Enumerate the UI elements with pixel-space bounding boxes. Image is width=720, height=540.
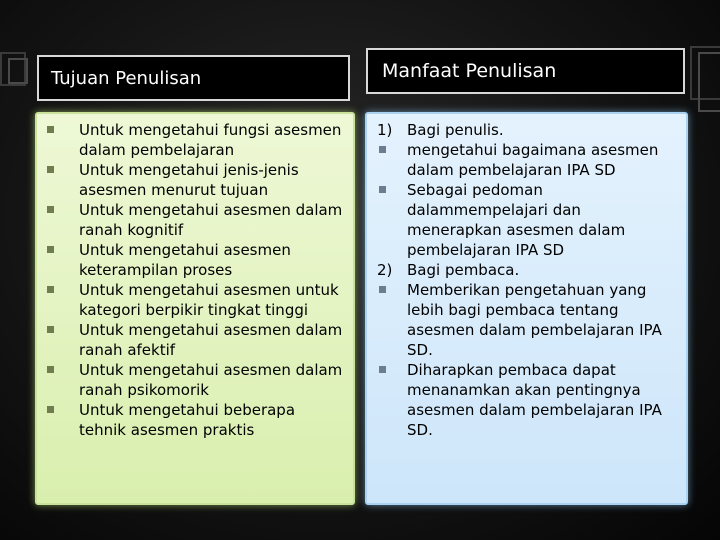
right-heading: Manfaat Penulisan — [366, 48, 685, 94]
tujuan-item-text: Untuk mengetahui jenis-jenis asesmen menurut tujuan — [79, 161, 299, 199]
section-number: 1) — [377, 121, 393, 139]
bullet-square-icon — [47, 166, 54, 173]
tujuan-item-text: Untuk mengetahui asesmen keterampilan proses — [79, 241, 291, 279]
tujuan-item — [47, 280, 345, 320]
tujuan-item-text: Untuk mengetahui asesmen dalam ranah afektif — [79, 321, 343, 359]
section-title-text: Bagi penulis. — [407, 121, 504, 139]
decorative-frame — [8, 58, 28, 84]
manfaat-item-text: Sebagai pedoman dalammempelajari dan menerapkan asesmen dalam pembelajaran IPA SD — [407, 181, 626, 259]
manfaat-section-title — [377, 120, 678, 140]
bullet-square-icon — [379, 366, 386, 373]
tujuan-item — [47, 400, 345, 440]
bullet-square-icon — [47, 206, 54, 213]
section-number: 2) — [377, 261, 393, 279]
bullet-square-icon — [47, 406, 54, 413]
manfaat-item — [377, 180, 678, 260]
manfaat-item — [377, 280, 678, 360]
manfaat-list — [377, 120, 678, 440]
manfaat-item — [377, 140, 678, 180]
bullet-square-icon — [47, 366, 54, 373]
decorative-frame — [698, 52, 720, 112]
manfaat-item-text: Diharapkan pembaca dapat menanamkan akan pentingnya asesmen dalam pembelajaran IPA SD. — [407, 361, 662, 439]
bullet-square-icon — [379, 286, 386, 293]
manfaat-item-text: Memberikan pengetahuan yang lebih bagi pembaca tentang asesmen dalam pembelajaran IPA SD. — [407, 281, 662, 359]
tujuan-item-text: Untuk mengetahui asesmen untuk kategori berpikir tingkat tinggi — [79, 281, 339, 319]
tujuan-item-text: Untuk mengetahui fungsi asesmen dalam pembelajaran — [79, 121, 342, 159]
tujuan-panel — [35, 112, 355, 505]
tujuan-item — [47, 160, 345, 200]
bullet-square-icon — [47, 286, 54, 293]
bullet-square-icon — [379, 186, 386, 193]
manfaat-item — [377, 360, 678, 440]
tujuan-item-text: Untuk mengetahui asesmen dalam ranah kognitif — [79, 201, 343, 239]
tujuan-item-text: Untuk mengetahui beberapa tehnik asesmen praktis — [79, 401, 296, 439]
bullet-square-icon — [47, 326, 54, 333]
tujuan-item — [47, 360, 345, 400]
tujuan-item — [47, 320, 345, 360]
tujuan-item — [47, 240, 345, 280]
manfaat-section-title — [377, 260, 678, 280]
tujuan-item-text: Untuk mengetahui asesmen dalam ranah psikomorik — [79, 361, 343, 399]
tujuan-item — [47, 120, 345, 160]
bullet-square-icon — [379, 146, 386, 153]
left-heading: Tujuan Penulisan — [37, 55, 350, 101]
manfaat-item-text: mengetahui bagaimana asesmen dalam pembelajaran IPA SD — [407, 141, 659, 179]
tujuan-list — [47, 120, 345, 440]
section-title-text: Bagi pembaca. — [407, 261, 520, 279]
manfaat-panel — [365, 112, 688, 505]
bullet-square-icon — [47, 246, 54, 253]
bullet-square-icon — [47, 126, 54, 133]
tujuan-item — [47, 200, 345, 240]
